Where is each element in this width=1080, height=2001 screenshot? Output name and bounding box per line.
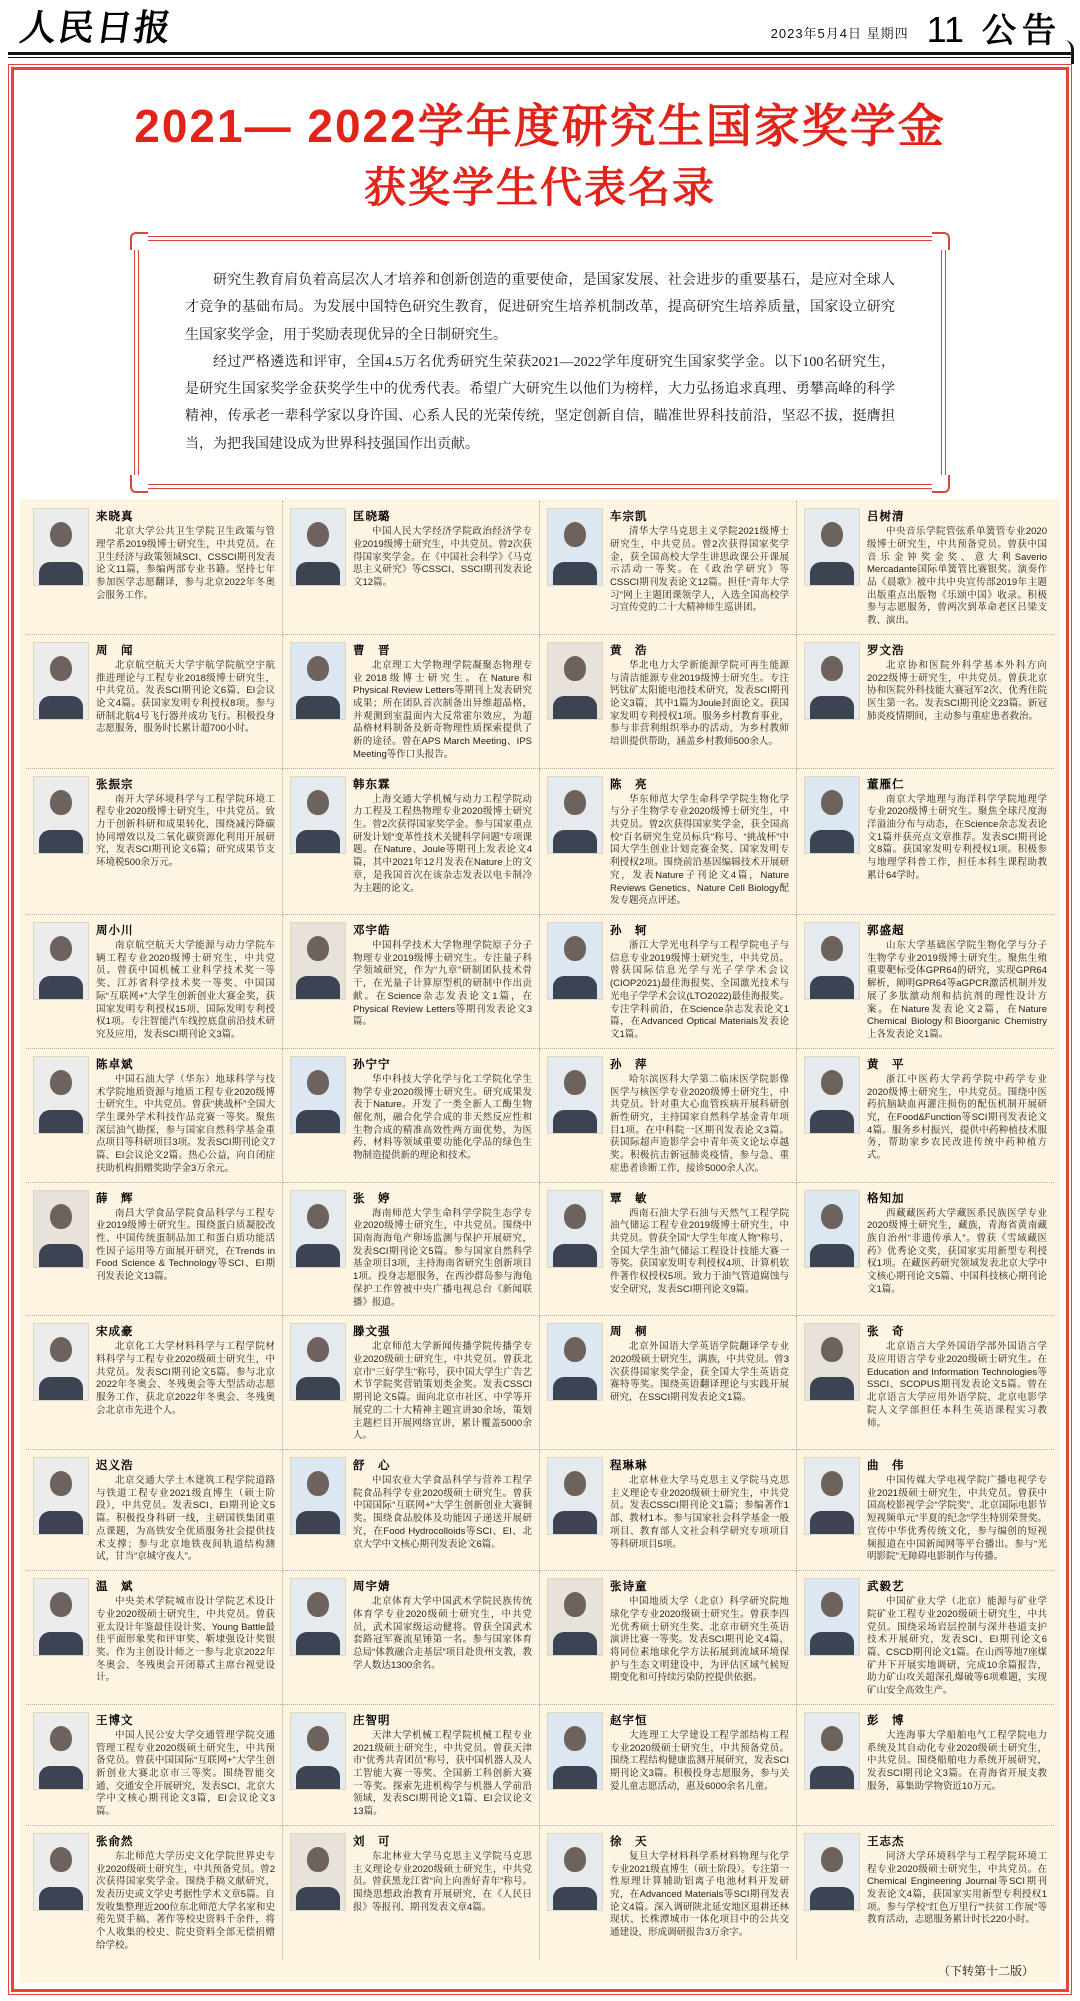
student-bio: 清华大学马克思主义学院2021级博士研究生，中共党员。曾2次获得国家奖学金，获全国高校大学生讲思政课公开课展示活动一等奖。在《政治学研究》等CSSCI期刊发表论文12篇。担任“青年大学习”网上主题团课领学人，入选全国高校学习宣传党的二十大精神师生巡讲团。	[610, 526, 789, 614]
student-name: 彭 博	[867, 1714, 905, 1727]
student-bio: 中央美术学院城市设计学院艺术设计专业2020级硕士研究生，中共党员。曾获亚太设计年鉴最佳设计奖、Young Battle最佳平面形象奖和评审奖、靳埭强设计奖银奖。作为主创设计师之一参与北京2022年冬奥会、冬残奥会开闭幕式主席台视觉设计。	[96, 1596, 275, 1684]
student-bio: 华北电力大学新能源学院可再生能源与清洁能源专业2019级博士研究生。专注钙钛矿太阳能电池技术研究，发表SCI期刊论文3篇，其中1篇为Joule封面论文。获国家发明专利授权1项。服务乡村教育事业，参与非营利组织举办的活动，为乡村教师培训提供帮助，涵盖乡村教师500余人。	[610, 659, 789, 748]
portrait-silhouette-icon	[821, 1337, 843, 1362]
student-bio: 中国传媒大学电视学院广播电视学专业2021级硕士研究生，中共党员。曾获中国高校影视学会“学院奖”、北京国际电影节短视频单元“半夏的纪念”学生特别荣誉奖。宣传中华优秀传统文化，参与编创的短视频报道在中国新闻网等平台播出。参与“光明影院”无障碍电影制作与传播。	[867, 1475, 1047, 1563]
portrait-silhouette-icon	[821, 656, 843, 681]
portrait-silhouette-icon	[307, 1337, 329, 1362]
student-name: 罗文浩	[867, 644, 905, 657]
student-name: 周 桐	[610, 1326, 648, 1339]
student-photo	[804, 1056, 860, 1134]
student-photo	[804, 1578, 860, 1656]
portrait-silhouette-icon	[50, 1471, 72, 1496]
student-bio: 北京理工大学物理学院凝聚态物理专业2018级博士研究生。在Nature和Physical Review Letters等期刊上发表研究成果；所在团队首次制备出异维超晶格，并观测到室温面内大反常霍尔效应，为超晶格材料制备及新奇物理性质探索提供了新的途径。曾在APS March Meeting、IPS Meeting等作口头报告。	[353, 659, 532, 760]
student-entry	[26, 1571, 283, 1705]
portrait-silhouette-icon	[307, 1070, 329, 1095]
student-entry	[540, 769, 797, 915]
student-name: 曹 晋	[353, 644, 391, 657]
student-photo	[290, 1457, 346, 1535]
student-name: 车宗凯	[610, 511, 648, 524]
student-photo	[33, 922, 89, 1000]
student-bio: 上海交通大学机械与动力工程学院动力工程及工程热物理专业2020级博士研究生。曾2次获得国家奖学金。参与国家重点研发计划“变革性技术关键科学问题”专项课题。在Nature、Joule等期刊上发表论文4篇，其中2021年12月发表在Nature上的文章，是我国首次在该杂志发表以电卡制冷为主题的论文。	[353, 793, 532, 894]
student-bio: 中央音乐学院管弦系单簧管专业2020级博士研究生，中共预备党员。曾获中国音乐金钟奖金奖、意大利Saverio Mercadante国际单簧管比赛银奖。演奏作品《晨歌》被中共中央宣传部2019年主题出版重点出版物《乐颂中国》收录。积极参与志愿服务，曾两次到革命老区吕梁支教、演出。	[867, 526, 1047, 627]
student-entry	[540, 1183, 797, 1317]
student-name: 张 奇	[867, 1326, 905, 1339]
portrait-silhouette-icon	[564, 656, 586, 681]
student-bio: 北京林业大学马克思主义学院马克思主义理论专业2020级硕士研究生，中共党员。发表CSSCI期刊论文1篇；参编著作1部、教材1本。参与国家社会科学基金一般项目、教育部人文社会科学研究专项项目等科研项目5项。	[610, 1475, 789, 1550]
red-frame-inner	[11, 67, 1069, 1992]
title-line-2: 获奖学生代表名录	[363, 163, 716, 211]
student-entry	[26, 1049, 283, 1183]
student-entry	[797, 1826, 1054, 1959]
student-photo	[33, 1457, 89, 1535]
student-name: 周宇婧	[353, 1581, 391, 1594]
student-name: 韩东霖	[353, 778, 391, 791]
portrait-silhouette-icon	[564, 1337, 586, 1362]
student-entry	[26, 1450, 283, 1571]
student-bio: 西南石油大学石油与天然气工程学院油气储运工程专业2019级博士研究生，中共党员。曾获全国“大学生年度人物”称号、全国大学生油气储运工程设计技能大赛一等奖。获国家发明专利授权4项、计算机软件著作权授权5项。致力于油气管道腐蚀与安全研究，发表SCI期刊论文9篇。	[610, 1207, 789, 1295]
student-name: 格知加	[867, 1192, 905, 1205]
portrait-silhouette-icon	[821, 1726, 843, 1751]
student-bio: 北京外国语大学英语学院翻译学专业2020级硕士研究生，满族，中共党员。曾3次获得国家奖学金，获全国大学生英语竞赛特等奖。围绕英语翻译理论与实践开展研究，在SSCI期刊发表论文1篇。	[610, 1341, 789, 1404]
student-photo	[33, 508, 89, 586]
portrait-silhouette-icon	[821, 522, 843, 547]
portrait-silhouette-icon	[307, 790, 329, 815]
portrait-silhouette-icon	[50, 1204, 72, 1229]
student-entry	[283, 1049, 540, 1183]
student-name: 张振宗	[96, 778, 134, 791]
student-photo	[547, 1578, 603, 1656]
portrait-silhouette-icon	[50, 1070, 72, 1095]
rule-corner	[1057, 40, 1074, 64]
student-bio: 西藏藏医药大学藏医系民族医学专业2020级博士研究生，藏族，青海省黄南藏族自治州“非遗传承人”。曾获《雪域藏医药》优秀论文奖，获国家实用新型专利授权1项。在藏医药研究领域发表北京大学中文核心期刊论文5篇、中国科技核心期刊论文1篇。	[867, 1207, 1047, 1295]
student-entry	[283, 1316, 540, 1450]
portrait-silhouette-icon	[50, 522, 72, 547]
student-entry	[540, 1826, 797, 1959]
student-entry	[26, 769, 283, 915]
student-name: 王博文	[96, 1714, 134, 1727]
student-bio: 浙江大学光电科学与工程学院电子与信息专业2019级博士研究生，中共党员。曾获国际信息光学与光子学学术会议(CIOP2021)最佳海报奖、全国激光技术与光电子学学术会议(LTO2022)最佳海报奖。专注学科前沿，在Science杂志发表论文1篇，在Advanced Optical Materials发表论文1篇。	[610, 940, 789, 1041]
student-entry	[540, 1571, 797, 1705]
student-entry	[26, 1316, 283, 1450]
masthead	[0, 0, 1080, 52]
announcement-title	[18, 98, 1062, 214]
student-photo	[33, 1578, 89, 1656]
student-photo	[547, 1323, 603, 1401]
student-entry	[283, 1705, 540, 1826]
student-bio: 中国人民大学经济学院政治经济学专业2019级博士研究生，中共党员。曾2次获得国家奖学金。在《中国社会科学》《马克思主义研究》等CSSCI、SSCI期刊发表论文12篇。	[353, 526, 532, 588]
student-name: 滕文强	[353, 1326, 391, 1339]
student-entry	[283, 1183, 540, 1317]
student-bio: 中国地质大学（北京）科学研究院地球化学专业2020级硕士研究生。曾获李四光优秀硕士研究生奖、北京市研究生英语演讲比赛一等奖。发表SCI期刊论文4篇，将同位素地球化学方法拓展到流域环境保护与生态文明建设中，为评估区域气候短期变化和可持续污染防控提供依据。	[610, 1596, 789, 1684]
student-name: 王志杰	[867, 1835, 905, 1848]
student-entry	[26, 1826, 283, 1959]
student-bio: 中国石油大学（华东）地球科学与技术学院地质资源与地质工程专业2020级博士研究生，中共党员。曾获“挑战杯”全国大学生课外学术科技作品竞赛一等奖。聚焦深层油气勘探，参与国家自然科学基金重点项目等科研项目3项。发表SCI期刊论文7篇、EI会议论文2篇。热心公益，向自闭症扶助机构捐赠奖助学金3万余元。	[96, 1073, 275, 1174]
student-photo	[290, 1190, 346, 1268]
student-bio: 哈尔滨医科大学第二临床医学院影像医学与核医学专业2020级博士研究生，中共党员。针对重大心血管疾病开展科研创新性研究，主持国家自然科学基金青年项目1项。在中科院一区期刊发表论文3篇。获国际超声造影学会中青年英文论坛卓越奖。积极抗击新冠肺炎疫情，参与急、重症患者诊断工作，接诊5000余人次。	[610, 1073, 789, 1174]
portrait-silhouette-icon	[50, 656, 72, 681]
student-photo	[804, 922, 860, 1000]
student-photo	[804, 776, 860, 854]
student-bio: 东北林业大学马克思主义学院马克思主义理论专业2020级硕士研究生，中共党员。曾获黑龙江省“向上向善好青年”称号。围绕思想政治教育开展研究，在《人民日报》等报刊、期刊发表文章4篇。	[353, 1850, 532, 1913]
newspaper-logo: 人民日报	[17, 7, 176, 49]
frame-corner-ornament	[130, 232, 148, 250]
student-name: 黄 平	[867, 1058, 905, 1071]
portrait-silhouette-icon	[821, 1847, 843, 1872]
portrait-silhouette-icon	[50, 1847, 72, 1872]
student-photo	[547, 922, 603, 1000]
student-name: 邓宇皓	[353, 925, 391, 938]
title-line-1: 2021— 2022学年度研究生国家奖学金	[134, 100, 946, 152]
portrait-silhouette-icon	[564, 1204, 586, 1229]
student-entry	[26, 1705, 283, 1826]
student-bio: 南京航空航天大学能源与动力学院车辆工程专业2020级博士研究生，中共党员。曾获中国机械工业科学技术奖一等奖、江苏省科学技术奖一等奖、中国国际“互联网+”大学生创新创业大赛金奖，获国家发明专利授权15项、国际发明专利授权1项。专注智能汽车线控底盘前沿技术研究及应用，发表SCI期刊论文3篇。	[96, 940, 275, 1041]
portrait-silhouette-icon	[821, 790, 843, 815]
student-entry	[540, 915, 797, 1049]
student-name: 温 斌	[96, 1581, 134, 1594]
student-bio: 海南师范大学生命科学学院生态学专业2020级博士研究生，中共党员。围绕中国南海海龟产卵场监测与保护开展研究，发表SCI期刊论文5篇。参与国家自然科学基金项目3项，主持海南省研究生创新项目1项。投身志愿服务，在西沙群岛参与海龟保护工作曾被中央广播电视总台《新闻联播》报道。	[353, 1207, 532, 1308]
student-photo	[804, 1712, 860, 1790]
student-entry	[26, 635, 283, 769]
student-bio: 北京协和医院外科学基本外科方向2022级博士研究生，中共党员。曾获北京协和医院外科技能大赛冠军2次、优秀住院医生第一名。发表SCI期刊论文23篇。新冠肺炎疫情期间，主动参与重症患者救治。	[867, 659, 1047, 722]
student-entry	[797, 1450, 1054, 1571]
portrait-silhouette-icon	[564, 1471, 586, 1496]
portrait-silhouette-icon	[50, 936, 72, 961]
student-bio: 南昌大学食品学院食品科学与工程专业2019级博士研究生。围绕蛋白质凝胶改性、中国传统蛋制品加工和蛋白质功能活性因子运用等方面展开研究，在Trends in Food Science & Technology等SCI、EI期刊发表论文13篇。	[96, 1207, 275, 1283]
student-name: 孙宁宁	[353, 1058, 391, 1071]
student-entry	[283, 1450, 540, 1571]
student-bio: 浙江中医药大学药学院中药学专业2020级博士研究生，中共党员。围绕中医药抗脑缺血再灌注损伤的配伍机制开展研究，在Food&Function等SCI期刊发表论文4篇。服务乡村振兴，提供中药种植技术服务，帮助家乡农民改进传统中药种植方式。	[867, 1073, 1047, 1162]
student-bio: 大连理工大学建设工程学部结构工程专业2020级硕士研究生，中共预备党员。围绕工程结构健康监测开展研究，发表SCI期刊论文3篇。积极投身志愿服务，参与关爱儿童志愿活动，惠及6000余名儿童。	[610, 1729, 789, 1792]
section-label: 公告	[982, 12, 1062, 50]
intro-paragraph-1: 研究生教育肩负着高层次人才培养和创新创造的重要使命，是国家发展、社会进步的重要基石，是应对全球人才竞争的基础布局。为发展中国特色研究生教育，促进研究生培养机制改革，提高研究生培养质量，国家设立研究生国家奖学金，用于奖励表现优异的全日制研究生。	[185, 273, 895, 343]
student-entry	[283, 1571, 540, 1705]
student-name: 陈 亮	[610, 778, 648, 791]
portrait-silhouette-icon	[821, 1471, 843, 1496]
portrait-silhouette-icon	[307, 1471, 329, 1496]
student-photo	[547, 1833, 603, 1911]
student-bio: 中国矿业大学（北京）能源与矿业学院矿业工程专业2020级硕士研究生，中共党员。围绕采场岩层控制与深井巷道支护技术开展研究，发表SCI、EI期刊论文6篇、CSCD期刊论文1篇。在山西等地7座煤矿井下开展实地调研，完成10余篇报告，助力矿山攻关超深孔爆破等6项难题，实现矿山安全高效生产。	[867, 1596, 1047, 1697]
student-name: 董雁仁	[867, 778, 905, 791]
student-photo	[290, 1833, 346, 1911]
student-bio: 东北师范大学历史文化学院世界史专业2020级硕士研究生，中共预备党员。曾2次获得国家奖学金。围绕手稿文献研究，发表历史或文学史考据性学术文章5篇。自发收集整理近200位东北师范大学名家和史苑先贤手稿、著作等校史资料千余件，将个人收集的校史、院史资料全部无偿捐赠给学校。	[96, 1850, 275, 1951]
student-photo	[547, 776, 603, 854]
student-photo	[547, 1056, 603, 1134]
student-bio: 同济大学环境科学与工程学院环境工程专业2020级硕士研究生，中共党员。在Chemical Engineering Journal等SCI期刊发表论文4篇，获国家实用新型专利授权1项。参与学校“红色万里行”“扶贫工作展”等教育活动，志愿服务累计时长220小时。	[867, 1850, 1047, 1926]
student-photo	[290, 642, 346, 720]
masthead-right	[770, 9, 1062, 50]
student-name: 武毅艺	[867, 1581, 905, 1594]
issue-date: 2023年5月4日 星期四	[770, 26, 909, 41]
student-entry	[797, 769, 1054, 915]
student-name: 来晓真	[96, 511, 134, 524]
student-bio: 中国农业大学食品科学与营养工程学院食品科学专业2020级硕士研究生。曾获中国国际“互联网+”大学生创新创业大赛铜奖。围绕食品胶体及功能因子递送开展研究，在Food Hydrocolloids等SCI、EI、北京大学中文核心期刊发表论文6篇。	[353, 1475, 532, 1550]
student-bio: 大连海事大学船舶电气工程学院电力系统及其自动化专业2020级硕士研究生，中共党员。围绕船舶电力系统开展研究，发表SCI期刊论文3篇。在青海省开展支教服务，募集助学物资近10万元。	[867, 1729, 1047, 1792]
entries-area	[20, 499, 1060, 1983]
student-bio: 北京体育大学中国武术学院民族传统体育学专业2020级硕士研究生，中共党员，武术国家级运动健将。曾获全国武术套路冠军赛流星锤第一名。参与国家体育总局“体教融合走基层”项目赴贵州支教，教学人数达1300余名。	[353, 1596, 532, 1671]
continuation-note: （下转第十二版）	[937, 1963, 1034, 1978]
student-name: 孙 轲	[610, 925, 648, 938]
student-name: 陈卓斌	[96, 1058, 134, 1071]
student-entry	[797, 1316, 1054, 1450]
frame-corner-ornament	[932, 475, 950, 493]
student-entry	[283, 1826, 540, 1959]
portrait-silhouette-icon	[307, 1726, 329, 1751]
student-entry	[540, 1049, 797, 1183]
student-name: 周 闻	[96, 644, 134, 657]
student-name: 宋成豪	[96, 1326, 134, 1339]
student-photo	[290, 1056, 346, 1134]
student-bio: 北京交通大学土木建筑工程学院道路与铁道工程专业2021级直博生（硕士阶段），中共党员。发表SCI、EI期刊论文5篇。积极投身科研一线，主研国铁集团重点课题，为高铁安全优质服务社会提供技术支撑；参与北京地铁夜间轨道结构测试，甘当“京城守夜人”。	[96, 1475, 275, 1563]
student-bio: 中国科学技术大学物理学院原子分子物理专业2019级博士研究生。专注量子科学领域研究，作为“九章”研制团队技术骨干，在光量子计算原型机的研制中作出贡献。在Science杂志发表论文1篇，在Physical Review Letters等期刊发表论文3篇。	[353, 940, 532, 1028]
student-bio: 北京航空航天大学宇航学院航空宇航推进理论与工程专业2018级博士研究生，中共党员。发表SCI期刊论文6篇、EI会议论文4篇。获国家发明专利授权8项。参与研制北航4号飞行器并成功飞行。积极投身志愿服务，服务时长累计超700小时。	[96, 659, 275, 735]
student-name: 舒 心	[353, 1460, 391, 1473]
red-frame	[8, 64, 1072, 1995]
student-photo	[290, 1578, 346, 1656]
portrait-silhouette-icon	[564, 1070, 586, 1095]
intro-paragraph-2: 经过严格遴选和评审，全国4.5万名优秀研究生荣获2021—2022学年度研究生国家奖学金。以下100名研究生，是研究生国家奖学金获奖学生中的优秀代表。希望广大研究生以他们为榜样，大力弘扬追求真理、勇攀高峰的科学精神，传承老一辈科学家以身许国、心系人民的光荣传统，坚定创新自信，瞄准世界科技前沿，坚忍不拔，挺膺担当，为把我国建设成为世界科技强国作出贡献。	[185, 354, 895, 452]
student-name: 薛 辉	[96, 1192, 134, 1205]
student-photo	[290, 508, 346, 586]
student-bio: 北京大学公共卫生学院卫生政策与管理学系2019级博士研究生，中共党员。在卫生经济与政策领域SCI、CSSCI期刊发表论文11篇，参编两部专业书籍。坚持七年参加医学志愿翻译，参与北京2022年冬奥会服务工作。	[96, 526, 275, 601]
student-photo	[33, 1712, 89, 1790]
student-name: 周小川	[96, 925, 134, 938]
student-photo	[547, 1190, 603, 1268]
portrait-silhouette-icon	[564, 1847, 586, 1872]
student-photo	[804, 508, 860, 586]
student-name: 迟义浩	[96, 1460, 134, 1473]
frame-corner-ornament	[932, 232, 950, 250]
student-entry	[797, 1571, 1054, 1705]
portrait-silhouette-icon	[564, 1592, 586, 1617]
student-entry	[26, 501, 283, 635]
student-name: 刘 可	[353, 1835, 391, 1848]
portrait-silhouette-icon	[564, 1726, 586, 1751]
student-entry	[540, 1316, 797, 1450]
student-bio: 南京大学地理与海洋科学学院地理学专业2020级博士研究生。聚焦全球尺度海洋溢油分布与动态，在Science杂志发表论文1篇并获亮点文章推荐。发表SCI期刊论文8篇。获国家发明专利授权1项。积极参与地理学科普工作，担任本科生课程助教累计64学时。	[867, 793, 1047, 881]
student-photo	[33, 1833, 89, 1911]
student-bio: 复旦大学材料科学系材料物理与化学专业2021级直博生（硕士阶段）。专注第一性原理计算辅助铝离子电池材料开发研究，在Advanced Materials等SCI期刊发表论文4篇。深入调研陕北延安地区退耕还林现状、长株潭城市一体化项目中的公共交通建设，形成调研报告3万余字。	[610, 1850, 789, 1939]
student-entry	[26, 915, 283, 1049]
student-photo	[290, 776, 346, 854]
student-photo	[290, 922, 346, 1000]
student-bio: 山东大学基础医学院生物化学与分子生物学专业2019级博士研究生。聚焦生殖重要靶标受体GPR64的研究，实现GPR64解析，阐明GPR64等aGPCR激活机制并发展了多肽激动剂和拮抗剂的理性设计方案。在Nature发表论文2篇，在Nature Chemical Biology和Bioorganic Chemistry上各发表论文1篇。	[867, 940, 1047, 1041]
student-photo	[804, 1323, 860, 1401]
student-bio: 北京语言大学外国语学部外国语言学及应用语言学专业2020级硕士研究生。在Education and Information Technologies等SSCI、SCOPUS期刊发表论文5篇。曾在北京语言大学应用外语学院、北京电影学院人文学部担任本科生英语课程实习教师。	[867, 1341, 1047, 1429]
student-name: 张 婷	[353, 1192, 391, 1205]
portrait-silhouette-icon	[821, 1592, 843, 1617]
student-bio: 华中科技大学化学与化工学院化学生物学专业2020级博士研究生。研究成果发表于Nature。开发了一类全新人工酶生物催化剂，融合化学合成的非天然反应性和生物合成的精准高效性两方面优势，为医药、材料等领域重要功能化学品的绿色生物制造提供新的理论和技术。	[353, 1073, 532, 1162]
portrait-silhouette-icon	[50, 790, 72, 815]
student-entry	[540, 501, 797, 635]
page-number: 11	[926, 9, 964, 50]
student-photo	[804, 1457, 860, 1535]
student-bio: 北京师范大学新闻传播学院传播学专业2020级硕士研究生，中共党员。曾获北京市“三好学生”称号，获中国大学生广告艺术节学院奖营销策划类金奖。发表CSSCI期刊论文5篇。面向北京市社区、中学等开展党的二十大精神主题宣讲30余场，策划主题栏目开展网络宣讲，累计覆盖5000余人。	[353, 1341, 532, 1442]
student-bio: 华东师范大学生命科学学院生物化学与分子生物学专业2020级博士研究生，中共党员。曾2次获得国家奖学金，获全国高校“百名研究生党员标兵”称号、“挑战杯”中国大学生创业计划竞赛金奖、国家发明专利授权2项。围绕前沿基因编辑技术开展研究，发表Nature子刊论文4篇，Nature Reviews Genetics、Nature Cell Biology配发专题亮点评述。	[610, 793, 789, 907]
portrait-silhouette-icon	[821, 1070, 843, 1095]
student-name: 孙 萍	[610, 1058, 648, 1071]
entries-grid	[26, 501, 1054, 1959]
student-photo	[290, 1323, 346, 1401]
student-photo	[804, 1190, 860, 1268]
student-photo	[547, 1712, 603, 1790]
student-name: 郭盛超	[867, 925, 905, 938]
student-photo	[33, 776, 89, 854]
student-photo	[33, 642, 89, 720]
student-entry	[540, 1450, 797, 1571]
masthead-rule	[8, 52, 1072, 60]
student-photo	[33, 1190, 89, 1268]
portrait-silhouette-icon	[564, 790, 586, 815]
student-photo	[547, 642, 603, 720]
student-bio: 北京化工大学材料科学与工程学院材料科学与工程专业2020级硕士研究生，中共党员。发表SCI期刊论文5篇。参与北京2022年冬奥会、冬残奥会等大型活动志愿服务工作，获北京2022年冬奥会、冬残奥会北京市先进个人。	[96, 1341, 275, 1416]
student-name: 覃 敏	[610, 1192, 648, 1205]
student-entry	[283, 635, 540, 769]
portrait-silhouette-icon	[307, 936, 329, 961]
student-entry	[797, 1705, 1054, 1826]
frame-corner-ornament	[130, 475, 148, 493]
portrait-silhouette-icon	[307, 1204, 329, 1229]
portrait-silhouette-icon	[50, 1726, 72, 1751]
portrait-silhouette-icon	[307, 1592, 329, 1617]
student-photo	[33, 1323, 89, 1401]
portrait-silhouette-icon	[50, 1337, 72, 1362]
student-entry	[26, 1183, 283, 1317]
student-entry	[797, 635, 1054, 769]
student-entry	[540, 635, 797, 769]
portrait-silhouette-icon	[307, 522, 329, 547]
portrait-silhouette-icon	[821, 936, 843, 961]
student-bio: 天津大学机械工程学院机械工程专业2021级硕士研究生，中共党员。曾获天津市“优秀共青团员”称号，获中国机器人及人工智能大赛一等奖、全国新工科创新大赛一等奖。探索先进机构学与机器人学前沿领域，发表SCI期刊论文1篇、EI会议论文13篇。	[353, 1729, 532, 1818]
student-entry	[540, 1705, 797, 1826]
student-name: 匡晓璐	[353, 511, 391, 524]
student-name: 徐 天	[610, 1835, 648, 1848]
portrait-silhouette-icon	[564, 522, 586, 547]
student-entry	[283, 769, 540, 915]
student-bio: 南开大学环境科学与工程学院环境工程专业2020级博士研究生，中共党员。致力于创新科研和成果转化，围绕减污降碳协同增效以及二氧化碳资源化利用开展研究，发表SCI期刊论文6篇；研究成果节支环境税500余万元。	[96, 793, 275, 869]
student-photo	[290, 1712, 346, 1790]
student-entry	[797, 501, 1054, 635]
student-photo	[547, 1457, 603, 1535]
portrait-silhouette-icon	[564, 936, 586, 961]
student-name: 张俞然	[96, 1835, 134, 1848]
student-name: 曲 伟	[867, 1460, 905, 1473]
portrait-silhouette-icon	[307, 656, 329, 681]
student-name: 程琳琳	[610, 1460, 648, 1473]
student-photo	[33, 1056, 89, 1134]
student-name: 庄智明	[353, 1714, 391, 1727]
student-name: 黄 浩	[610, 644, 648, 657]
student-photo	[547, 508, 603, 586]
student-entry	[283, 501, 540, 635]
portrait-silhouette-icon	[50, 1592, 72, 1617]
student-name: 吕树清	[867, 511, 905, 524]
student-entry	[797, 1183, 1054, 1317]
student-name: 张诗童	[610, 1581, 648, 1594]
student-name: 赵宇恒	[610, 1714, 648, 1727]
student-photo	[804, 642, 860, 720]
student-entry	[797, 1049, 1054, 1183]
student-entry	[797, 915, 1054, 1049]
student-entry	[283, 915, 540, 1049]
student-bio: 中国人民公安大学交通管理学院交通管理工程专业2020级硕士研究生，中共预备党员。曾获中国国际“互联网+”大学生创新创业大赛北京市三等奖。围绕智能交通、交通安全开展研究，发表SCI、北京大学中文核心期刊论文3篇，EI会议论文3篇。	[96, 1729, 275, 1818]
student-photo	[804, 1833, 860, 1911]
intro-box	[138, 240, 942, 485]
portrait-silhouette-icon	[821, 1204, 843, 1229]
portrait-silhouette-icon	[307, 1847, 329, 1872]
